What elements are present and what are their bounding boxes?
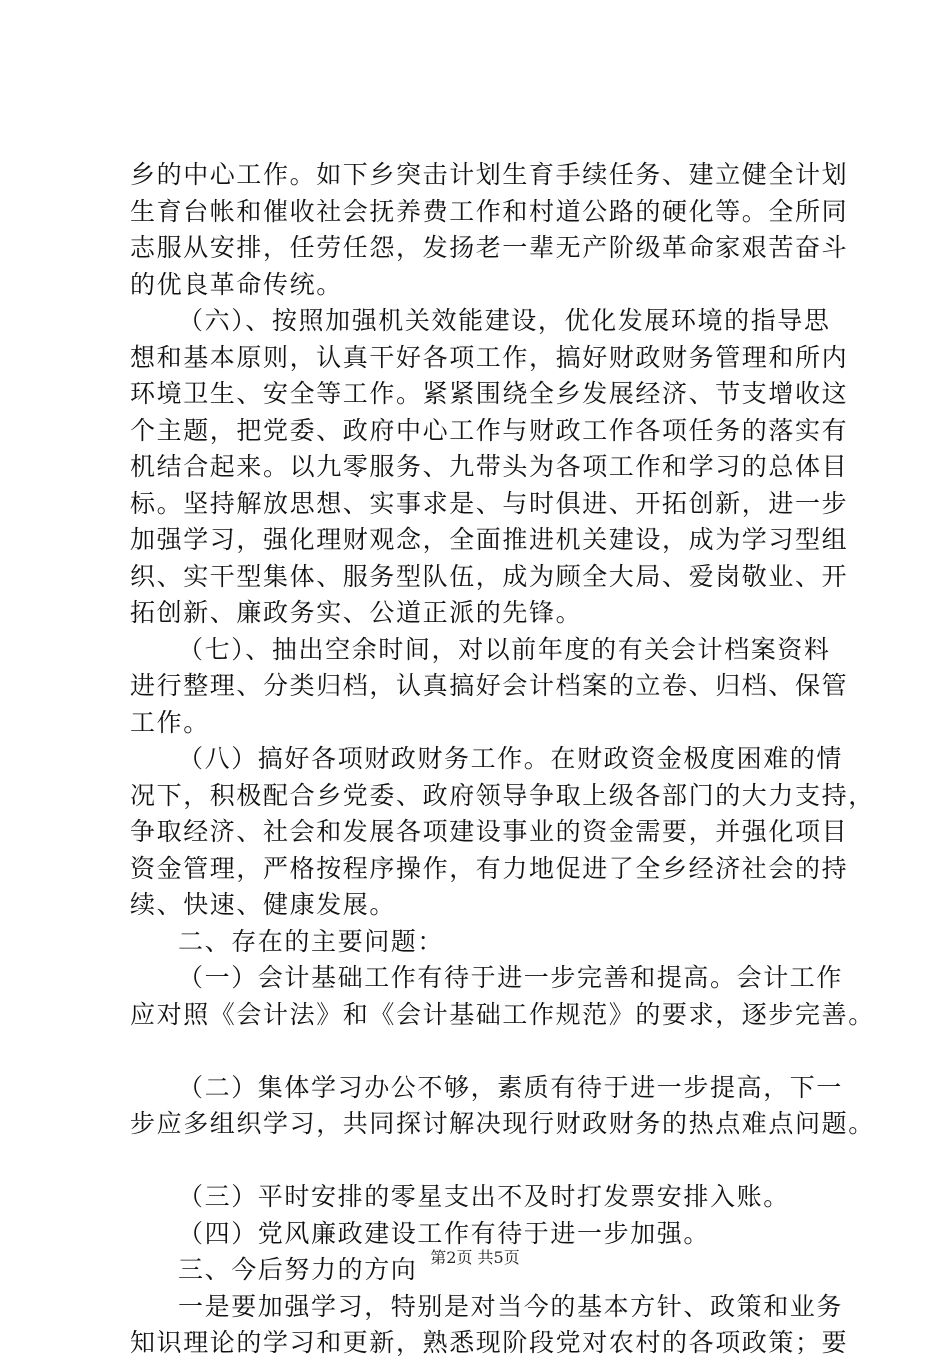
blank-line: [130, 1143, 850, 1180]
text-line: 机结合起来。以九零服务、九带头为各项工作和学习的总体目: [130, 452, 849, 481]
paragraph-start-problem-3: （三）平时安排的零星支出不及时打发票安排入账。: [178, 1182, 790, 1211]
paragraph-start-8: （八）搞好各项财政财务工作。在财政资金极度困难的情: [178, 744, 844, 773]
text-line: 拓创新、廉政务实、公道正派的先锋。: [130, 598, 583, 627]
text-line: 争取经济、社会和发展各项建设事业的资金需要，并强化项目: [130, 817, 849, 846]
text-line: 加强学习，强化理财观念，全面推进机关建设，成为学习型组: [130, 525, 849, 554]
text-line: 个主题，把党委、政府中心工作与财政工作各项任务的落实有: [130, 415, 849, 445]
text-line: 想和基本原则，认真干好各项工作，搞好财政财务管理和所内: [130, 342, 849, 372]
text-line: 乡的中心工作。如下乡突击计划生育手续任务、建立健全计划: [130, 160, 849, 189]
text-line: 进行整理、分类归档，认真搞好会计档案的立卷、归档、保管: [130, 671, 849, 700]
text-line: 标。坚持解放思想、实事求是、与时俱进、开拓创新，进一步: [130, 488, 849, 518]
blank-line: [130, 1033, 850, 1070]
body-text: [130, 157, 875, 1362]
paragraph-start-problem-4: （四）党风廉政建设工作有待于进一步加强。: [178, 1218, 711, 1248]
page-number-footer: 第2页 共5页: [430, 1248, 520, 1267]
text-line: 生育台帐和催收社会抚养费工作和村道公路的硬化等。全所同: [130, 196, 849, 226]
section-heading-problems: 二、存在的主要问题：: [178, 926, 445, 956]
text-line: 知识理论的学习和更新，熟悉现阶段党对农村的各项政策；要: [130, 1328, 849, 1357]
paragraph-start-6: （六）、按照加强机关效能建设，优化发展环境的指导思: [178, 306, 831, 335]
text-line: 资金管理，严格按程序操作，有力地促进了全乡经济社会的持: [130, 853, 849, 883]
text-line: 志服从安排，任劳任怨，发扬老一辈无产阶级革命家艰苦奋斗: [130, 233, 849, 262]
paragraph-start-7: （七）、抽出空余时间，对以前年度的有关会计档案资料: [178, 634, 831, 664]
text-line: 步应多组织学习，共同探讨解决现行财政财务的热点难点问题。: [130, 1109, 875, 1138]
text-line: 工作。: [130, 707, 210, 737]
text-line: 的优良革命传统。: [130, 269, 343, 299]
section-heading-direction: 三、今后努力的方向: [178, 1255, 418, 1284]
text-line: 织、实干型集体、服务型队伍，成为顾全大局、爱岗敬业、开: [130, 561, 849, 591]
text-line: 续、快速、健康发展。: [130, 890, 397, 919]
text-line: 应对照《会计法》和《会计基础工作规范》的要求，逐步完善。: [130, 999, 875, 1029]
text-line: 况下，积极配合乡党委、政府领导争取上级各部门的大力支持，: [130, 780, 875, 810]
paragraph-start-problem-2: （二）集体学习办公不够，素质有待于进一步提高，下一: [178, 1072, 844, 1102]
text-line: 环境卫生、安全等工作。紧紧围绕全乡发展经济、节支增收这: [130, 379, 849, 408]
paragraph-start-problem-1: （一）会计基础工作有待于进一步完善和提高。会计工作: [178, 963, 844, 992]
paragraph-start-direction-1: 一是要加强学习，特别是对当今的基本方针、政策和业务: [178, 1291, 844, 1321]
